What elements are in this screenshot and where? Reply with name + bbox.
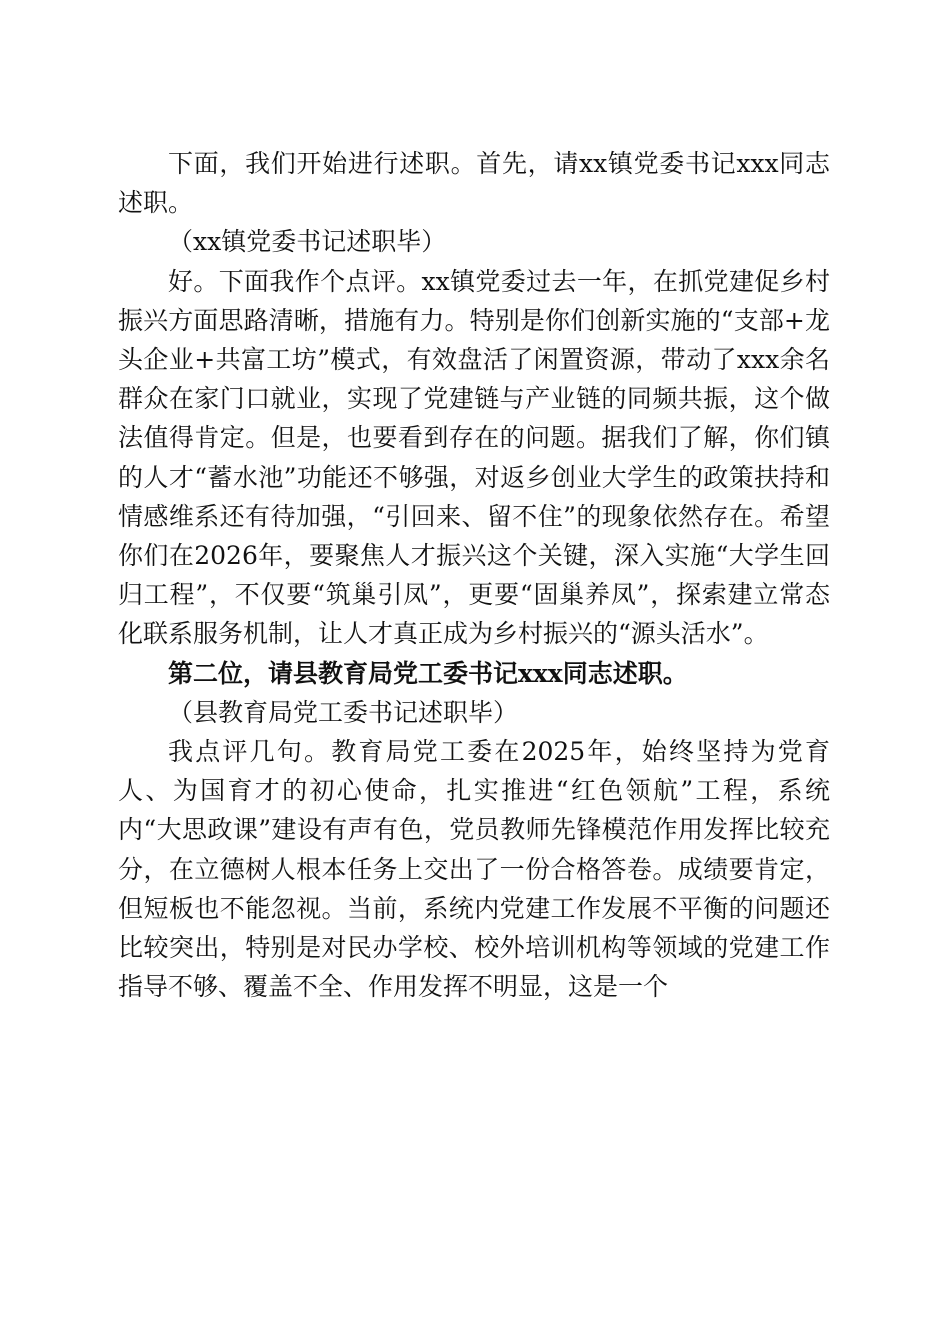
paragraph-intro: 下面，我们开始进行述职。首先，请xx镇党委书记xxx同志述职。 [118, 149, 830, 218]
paragraph-first-comment: 好。下面我作个点评。xx镇党委过去一年，在抓党建促乡村振兴方面思路清晰，措施有力。特别是你们创新实施的“支部+龙头企业+共富工坊”模式，有效盘活了闲置资源，带动了xxx余名群众在家门口就业，实现了党建链与产业链的同频共振，这个做法值得肯定。但是，也要看到存在的问题。据我们了解，你们镇的人才“蓄水池”功能还不够强，对返乡创业大学生的政策扶持和情感维系还有待加强，“引回来、留不住”的现象依然存在。希望你们在2026年，要聚焦人才振兴这个关键，深入实施“大学生回归工程”，不仅要“筑巢引凤”，更要“固巢养凤”，探索建立常态化联系服务机制，让人才真正成为乡村振兴的“源头活水”。 [118, 266, 830, 649]
document-page [118, 144, 830, 1006]
paragraph-first-report-end: （xx镇党委书记述职毕） [168, 227, 447, 257]
paragraph-second-speaker: 第二位，请县教育局党工委书记xxx同志述职。 [168, 658, 688, 688]
paragraph-second-report-end: （县教育局党工委书记述职毕） [168, 697, 519, 727]
paragraph-second-comment: 我点评几句。教育局党工委在2025年，始终坚持为党育人、为国育才的初心使命，扎实推进“红色领航”工程，系统内“大思政课”建设有声有色，党员教师先锋模范作用发挥比较充分，在立德树人根本任务上交出了一份合格答卷。成绩要肯定，但短板也不能忽视。当前，系统内党建工作发展不平衡的问题还比较突出，特别是对民办学校、校外培训机构等领域的党建工作指导不够、覆盖不全、作用发挥不明显，这是一个 [118, 737, 830, 1002]
